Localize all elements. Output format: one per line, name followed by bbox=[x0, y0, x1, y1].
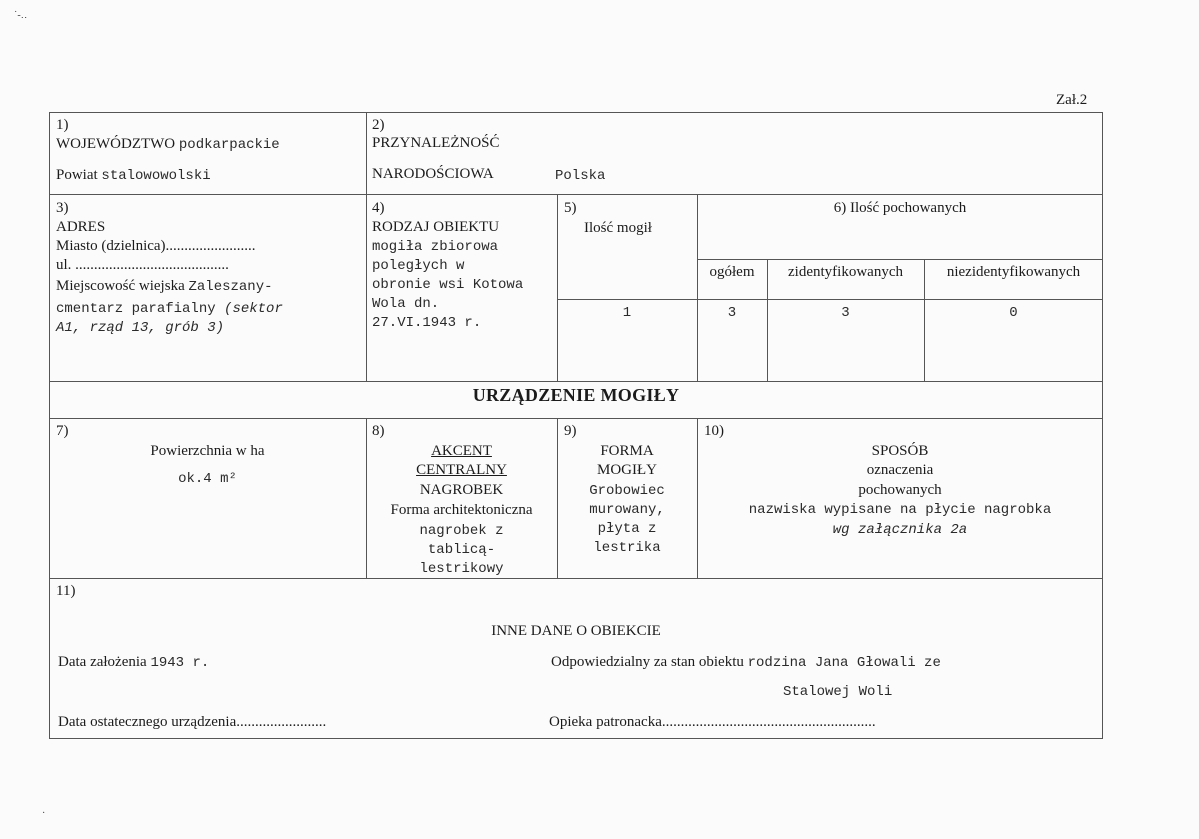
attachment-label: Zał.2 bbox=[1056, 92, 1088, 108]
miejscowosc-label: Miejscowość wiejska bbox=[56, 278, 185, 294]
s6-value-zidentyfikowanych: 3 bbox=[841, 305, 850, 321]
rule-section-title bbox=[49, 418, 1103, 419]
s10-number: 10) bbox=[704, 423, 724, 439]
s9-value-line: lestrika bbox=[593, 540, 661, 556]
s11-title: INNE DANE O OBIEKCIE bbox=[491, 623, 661, 639]
s11-odpowiedzialny bbox=[551, 653, 941, 673]
s7-label: Powierzchnia w ha bbox=[150, 443, 265, 459]
s6-col-ogolem: ogółem bbox=[709, 264, 755, 280]
s6-col-niezidentyfikowanych: niezidentyfikowanych bbox=[946, 264, 1081, 280]
scan-speck: ˙-‥ bbox=[14, 10, 28, 21]
powiat-label: Powiat bbox=[56, 167, 98, 183]
s11-data-zalozenia bbox=[58, 653, 209, 673]
s6-col-zidentyfikowanych: zidentyfikowanych bbox=[788, 264, 903, 280]
s10-label-1: SPOSÓB bbox=[871, 443, 929, 459]
data-zalozenia-label: Data założenia bbox=[58, 654, 147, 670]
s6-label: 6) Ilość pochowanych bbox=[833, 200, 967, 216]
rule-s5-s6-values bbox=[557, 299, 1103, 300]
s4-label: RODZAJ OBIEKTU bbox=[372, 219, 500, 235]
s4-value-line: 27.VI.1943 r. bbox=[372, 315, 482, 331]
rule-row1 bbox=[49, 194, 1103, 195]
s3-label: ADRES bbox=[56, 219, 106, 235]
s10-note: wg załącznika 2a bbox=[832, 522, 968, 538]
s8-label-3: NAGROBEK bbox=[419, 482, 504, 498]
miejscowosc-note-2: A1, rząd 13, grób 3) bbox=[56, 320, 225, 336]
s11-data-ostatecznego: Data ostatecznego urządzenia........................ bbox=[58, 714, 327, 730]
s6-value-niezidentyfikowanych: 0 bbox=[1009, 305, 1018, 321]
s9-label-2: MOGIŁY bbox=[597, 462, 657, 478]
rule-row3 bbox=[49, 578, 1103, 579]
miejscowosc-note-1: (sektor bbox=[224, 301, 283, 317]
s3-miejscowosc-line2 bbox=[56, 300, 283, 319]
s2-number: 2) bbox=[372, 117, 385, 133]
s4-number: 4) bbox=[372, 200, 385, 216]
miejscowosc-value-1: Zaleszany- bbox=[188, 279, 273, 295]
rule-s6-header bbox=[697, 259, 1103, 260]
s4-value-line: Wola dn. bbox=[372, 296, 440, 312]
s10-label-2: oznaczenia bbox=[866, 462, 934, 478]
s8-value-line: tablicą- bbox=[427, 542, 496, 558]
rule-row2 bbox=[49, 381, 1103, 382]
odpowiedzialny-value-2: Stalowej Woli bbox=[783, 684, 893, 700]
s11-number: 11) bbox=[56, 583, 76, 599]
s9-value-line: Grobowiec bbox=[589, 483, 665, 499]
s8-label-1: AKCENT bbox=[431, 443, 492, 459]
odpowiedzialny-label: Odpowiedzialny za stan obiektu bbox=[551, 654, 744, 670]
s2-label-2: NARODOŚCIOWA bbox=[372, 166, 494, 182]
s3-number: 3) bbox=[56, 200, 69, 216]
s5-value: 1 bbox=[622, 305, 632, 321]
miejscowosc-value-2: cmentarz parafialny bbox=[56, 301, 216, 317]
odpowiedzialny-value-1: rodzina Jana Głowali ze bbox=[747, 655, 941, 671]
s11-opieka: Opieka patronacka......................................................... bbox=[549, 714, 876, 730]
s4-value-line: mogiła zbiorowa bbox=[372, 239, 499, 255]
s1-powiat bbox=[56, 166, 211, 186]
s4-value-line: poległych w bbox=[372, 258, 465, 274]
s7-value: ok.4 m² bbox=[178, 471, 237, 487]
vrule-5-6 bbox=[697, 194, 698, 381]
section-title: URZĄDZENIE MOGIŁY bbox=[472, 385, 680, 405]
s9-value-line: murowany, bbox=[589, 502, 665, 518]
s1-wojewodztwo bbox=[56, 135, 280, 155]
data-zalozenia-value: 1943 r. bbox=[150, 655, 210, 671]
scan-speck: · bbox=[42, 808, 46, 819]
s3-ul: ul. ......................................... bbox=[56, 257, 229, 273]
s3-miejscowosc bbox=[56, 277, 273, 297]
s5-label: Ilość mogił bbox=[584, 220, 652, 236]
s8-value-line: nagrobek z bbox=[419, 523, 504, 539]
s7-number: 7) bbox=[56, 423, 69, 439]
s9-number: 9) bbox=[564, 423, 577, 439]
s2-label-1: PRZYNALEŻNOŚĆ bbox=[372, 135, 500, 151]
s8-label-4: Forma architektoniczna bbox=[390, 502, 533, 518]
s8-number: 8) bbox=[372, 423, 385, 439]
s10-label-3: pochowanych bbox=[858, 482, 942, 498]
s2-value: Polska bbox=[555, 168, 606, 184]
s3-miasto: Miasto (dzielnica)........................ bbox=[56, 238, 256, 254]
vrule-4-5 bbox=[557, 194, 558, 381]
s5-number: 5) bbox=[564, 200, 577, 216]
vrule-3-4 bbox=[366, 194, 367, 381]
s9-value-line: płyta z bbox=[597, 521, 657, 537]
s6-value-ogolem: 3 bbox=[727, 305, 737, 321]
wojewodztwo-value: podkarpackie bbox=[178, 137, 280, 153]
wojewodztwo-label: WOJEWÓDZTWO bbox=[56, 136, 176, 152]
powiat-value: stalowowolski bbox=[101, 168, 211, 184]
s8-label-2: CENTRALNY bbox=[416, 462, 507, 478]
s4-value-line: obronie wsi Kotowa bbox=[372, 277, 524, 293]
s9-label-1: FORMA bbox=[600, 443, 654, 459]
s10-value: nazwiska wypisane na płycie nagrobka bbox=[748, 502, 1052, 518]
s1-number: 1) bbox=[56, 117, 69, 133]
s8-value-line: lestrikowy bbox=[419, 561, 504, 577]
vrule-1-2 bbox=[366, 112, 367, 194]
